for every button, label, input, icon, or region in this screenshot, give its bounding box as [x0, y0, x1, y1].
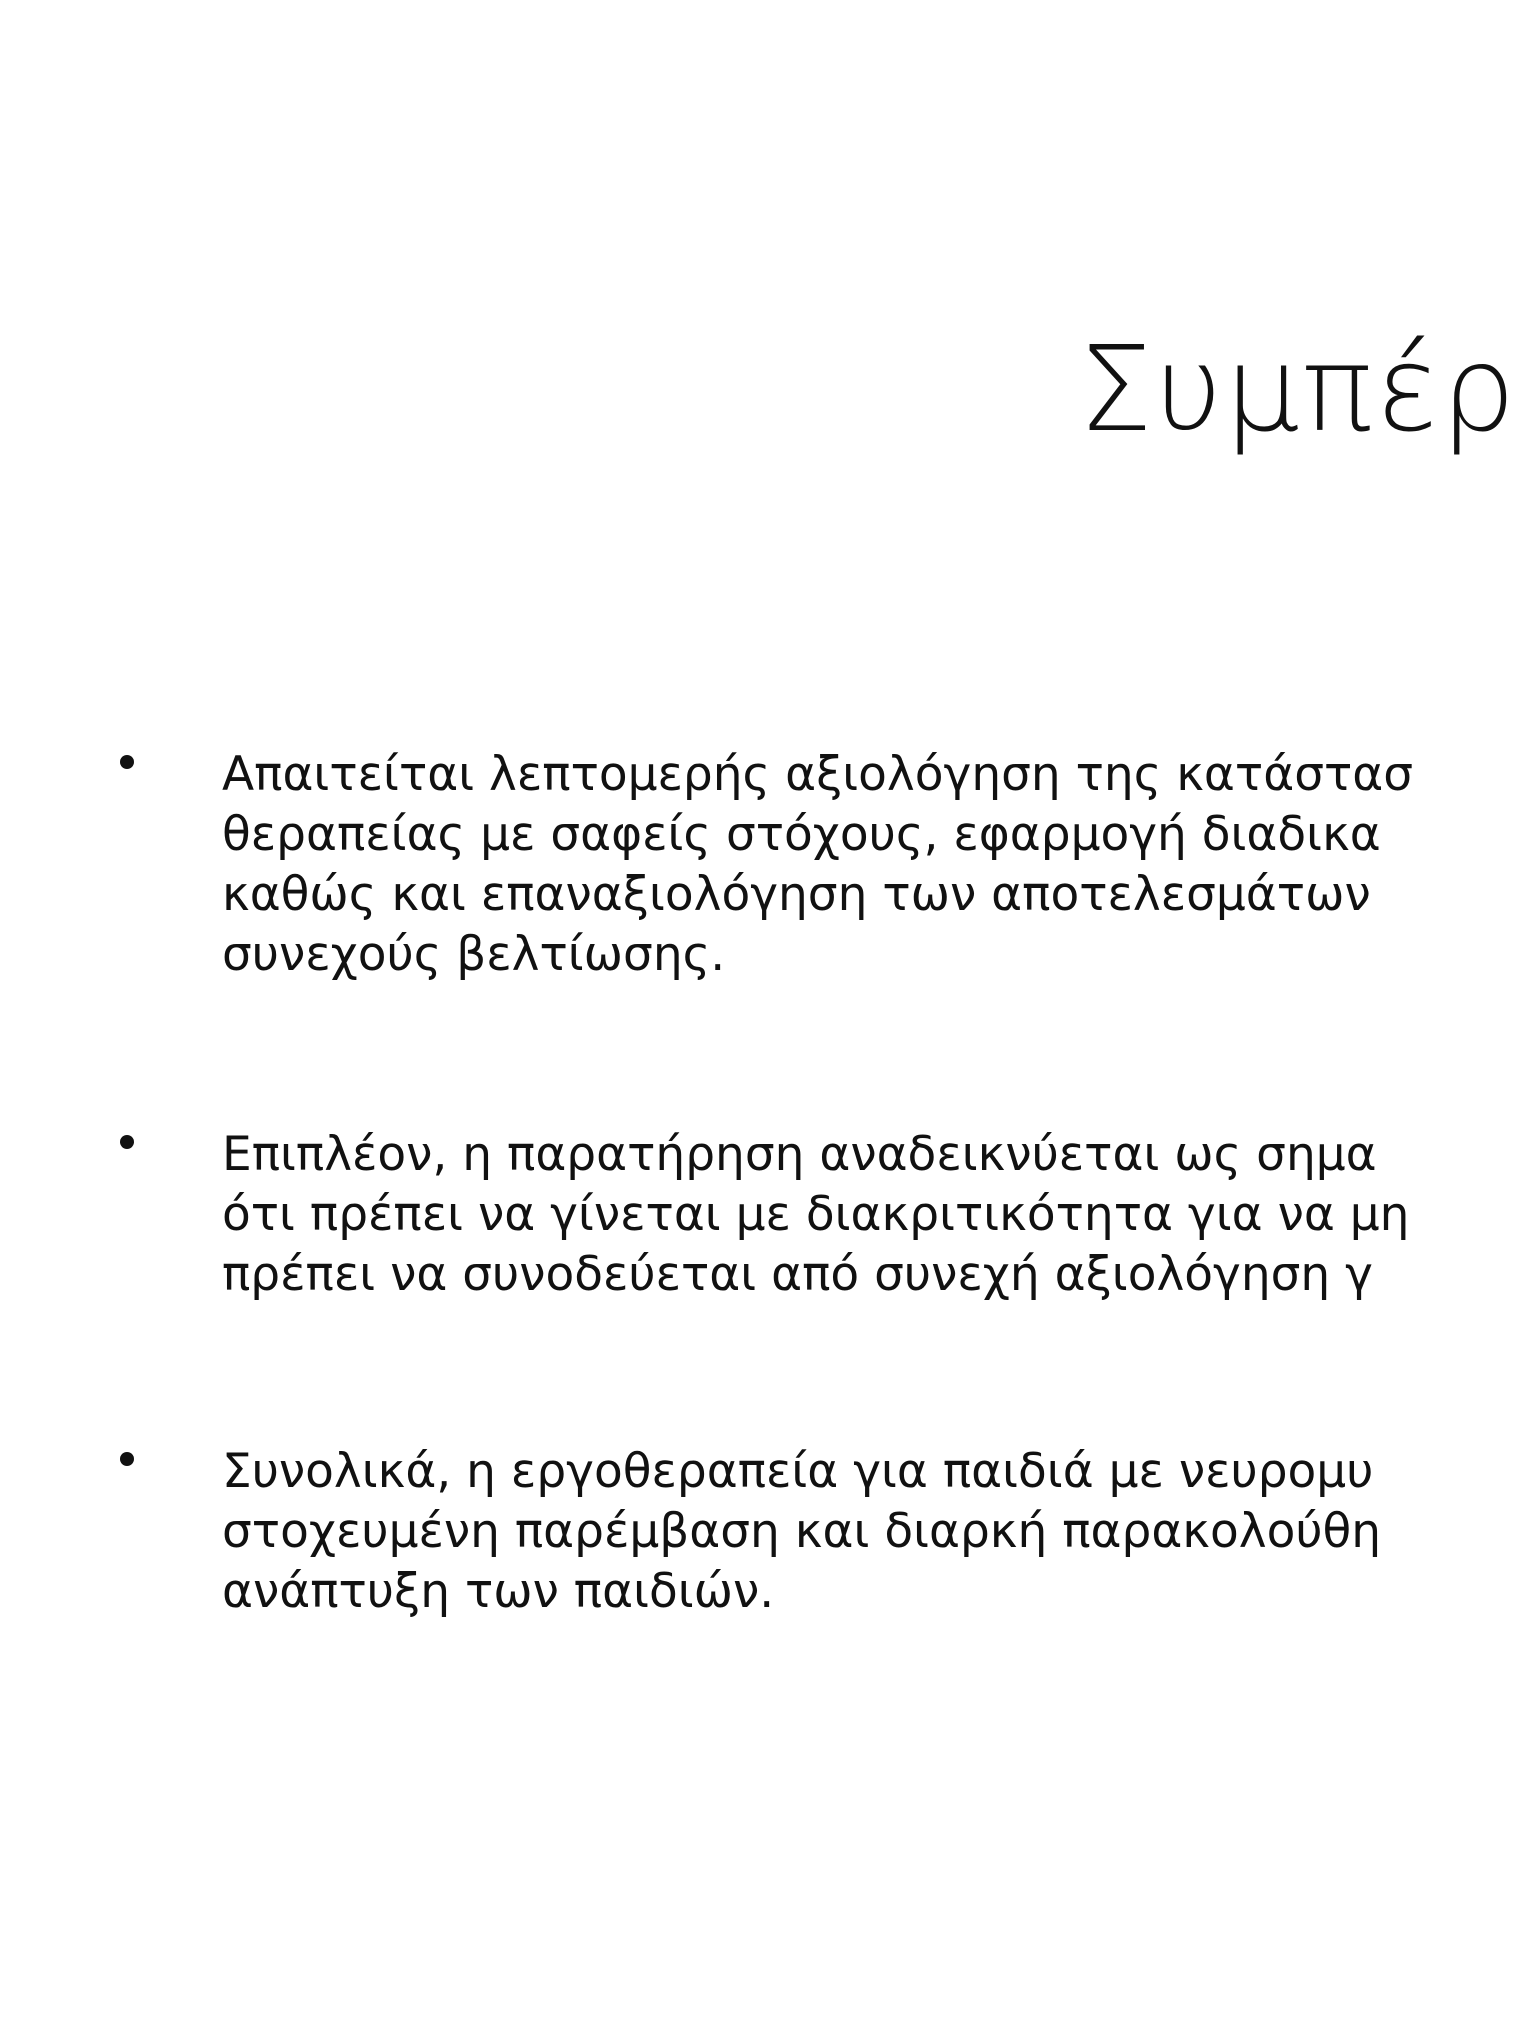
bullet-line: πρέπει να συνοδεύεται από συνεχή αξιολόγηση γ: [222, 1247, 1373, 1302]
bullet-line: Συνολικά, η εργοθεραπεία για παιδιά με νευρομυ: [222, 1444, 1374, 1499]
bullet-icon: [120, 1452, 134, 1466]
bullet-icon: [120, 1135, 134, 1149]
bullet-line: ότι πρέπει να γίνεται με διακριτικότητα για να μη: [222, 1187, 1410, 1242]
bullet-text: [222, 1125, 1409, 1305]
bullet-line: συνεχούς βελτίωσης.: [222, 927, 726, 982]
bullet-line: ανάπτυξη των παιδιών.: [222, 1564, 775, 1619]
bullet-icon: [120, 755, 134, 769]
slide-title: Συμπέρ: [1078, 320, 1518, 458]
bullet-line: καθώς και επαναξιολόγηση των αποτελεσμάτων: [222, 867, 1371, 922]
bullet-line: Επιπλέον, η παρατήρηση αναδεικνύεται ως σημα: [222, 1127, 1377, 1182]
bullet-line: στοχευμένη παρέμβαση και διαρκή παρακολούθη: [222, 1504, 1382, 1559]
bullet-line: θεραπείας με σαφείς στόχους, εφαρμογή διαδικα: [222, 807, 1381, 862]
bullet-text: [222, 1442, 1381, 1622]
bullet-line: Απαιτείται λεπτομερής αξιολόγηση της κατάστασ: [222, 747, 1414, 802]
bullet-text: [222, 745, 1413, 985]
